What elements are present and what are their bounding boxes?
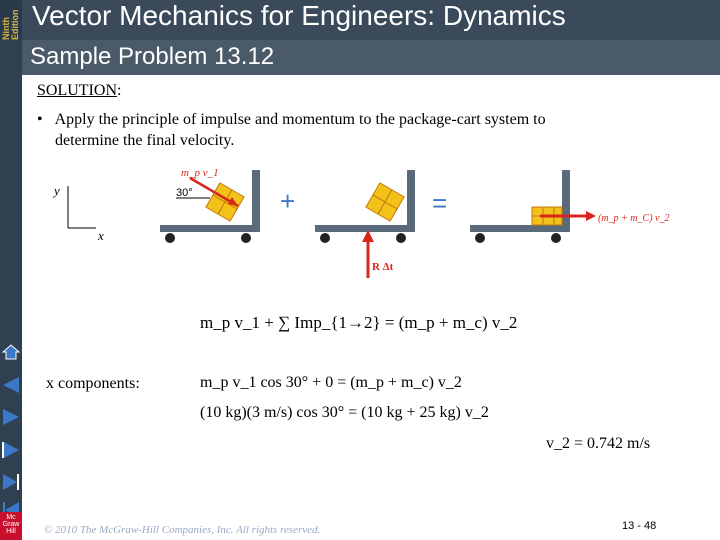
cart-1 <box>160 167 260 243</box>
slide-title: Vector Mechanics for Engineers: Dynamics <box>32 0 566 31</box>
cart-2-wheel-left <box>320 233 330 243</box>
mcgraw-hill-logo: Mc Graw Hill <box>0 512 22 540</box>
nav-sidebar <box>0 40 22 540</box>
cart-2-handle <box>407 170 415 232</box>
cart-1-deck <box>160 225 260 232</box>
solution-heading: SOLUTION: <box>37 82 122 99</box>
slide-subtitle: Sample Problem 13.12 <box>30 43 275 70</box>
momentum-final-label: (m_p + m_C) v_2 <box>598 213 670 224</box>
axis-y-label: y <box>54 183 60 198</box>
package-2 <box>366 183 404 221</box>
cart-2-wheel-right <box>396 233 406 243</box>
edition-label: Ninth Edition <box>1 9 20 40</box>
cart-1-wheel-left <box>165 233 175 243</box>
solution-bullet: • Apply the principle of impulse and momentum to the package-cart system to determine the final velocity. <box>37 111 546 149</box>
angle-label: 30° <box>176 187 193 199</box>
cart-3-deck <box>470 225 570 232</box>
cart-2-deck <box>315 225 415 232</box>
cart-2 <box>315 170 415 278</box>
equation-2: m_p v_1 cos 30° + 0 = (m_p + m_c) v_2 <box>200 374 462 391</box>
plus-sign: + <box>280 186 296 216</box>
home-icon[interactable] <box>1 340 21 364</box>
cart-1-wheel-right <box>241 233 251 243</box>
edition-badge <box>0 0 22 40</box>
axis-x-label: x <box>98 228 104 243</box>
bullet-text: Apply the principle of impulse and momentum to the package-cart system to determine the final velocity. <box>54 111 546 149</box>
result-equation: v_2 = 0.742 m/s <box>546 435 651 452</box>
x-components-label: x components: <box>46 375 140 392</box>
equals-sign: = <box>432 188 448 218</box>
next-slide-icon[interactable] <box>1 405 21 429</box>
first-slide-icon[interactable] <box>1 373 21 397</box>
equation-3: (10 kg)(3 m/s) cos 30° = (10 kg + 25 kg) v_2 <box>200 404 489 421</box>
impulse-momentum-diagram <box>0 160 720 280</box>
page-number: 13 - 48 <box>622 520 657 532</box>
package-1 <box>206 183 244 221</box>
cart-3-wheel-left <box>475 233 485 243</box>
last-slide-icon[interactable] <box>1 470 21 494</box>
impulse-label: R Δt <box>372 261 394 273</box>
prev-slide-icon[interactable] <box>1 438 21 462</box>
cart-1-handle <box>252 170 260 232</box>
cart-3-handle <box>562 170 570 232</box>
copyright-notice: © 2010 The McGraw-Hill Companies, Inc. All rights reserved. <box>44 524 321 536</box>
momentum-initial-label: m_p v_1 <box>181 167 219 179</box>
cart-3-wheel-right <box>551 233 561 243</box>
cart-3 <box>470 170 669 243</box>
equation-1: m_p v_1 + ∑ Imp_{1→2} = (m_p + m_c) v_2 <box>200 313 518 332</box>
